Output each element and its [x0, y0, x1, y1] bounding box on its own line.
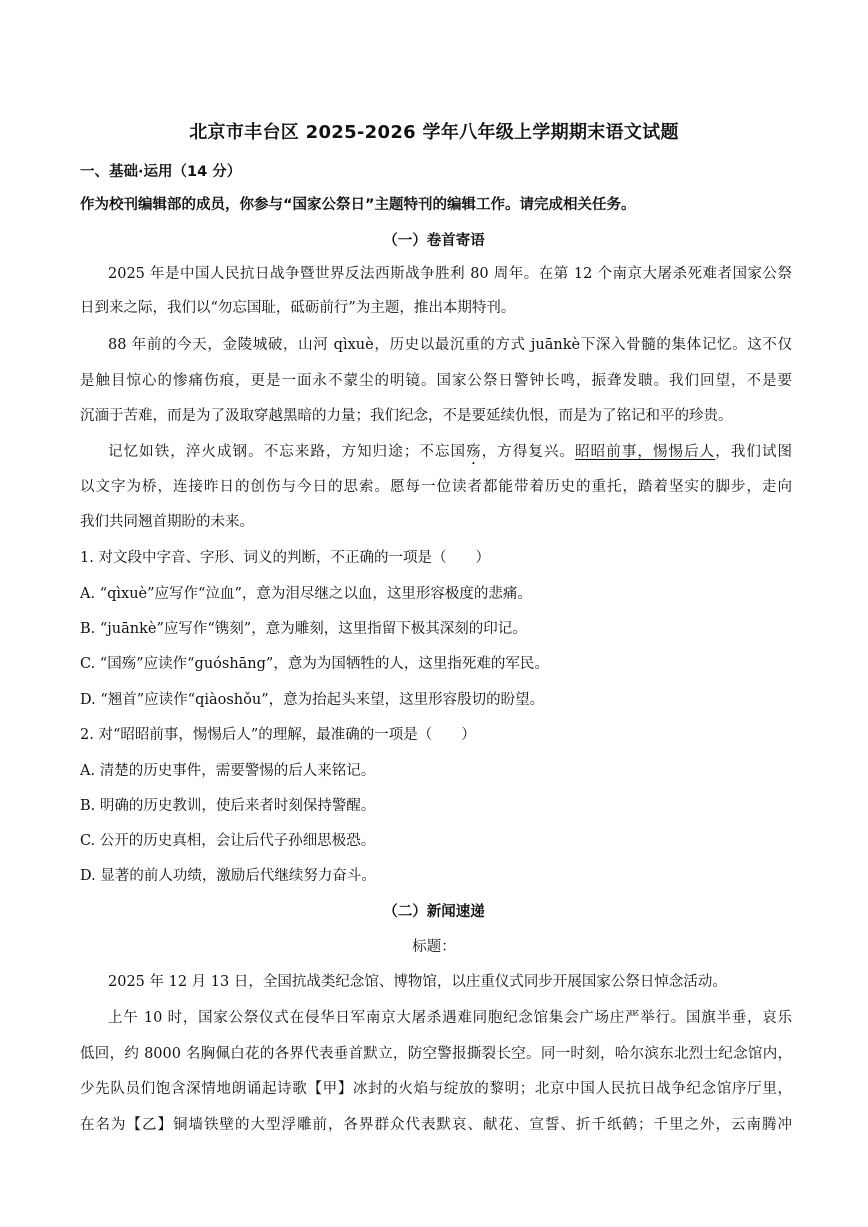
- text-run: ，方得复兴。: [481, 444, 576, 460]
- question-2-stem: 2. 对“昭昭前事，惕惕后人”的理解，最准确的一项是（ ）: [80, 727, 476, 743]
- underlined-phrase: 昭昭前事，惕惕后人: [575, 444, 716, 460]
- task-intro: 作为校刊编辑部的成员，你参与“国家公祭日”主题特刊的编辑工作。请完成相关任务。: [80, 197, 636, 213]
- question-2-option-d: D. 显著的前人功绩，激励后代继续努力奋斗。: [80, 868, 376, 884]
- emphasized-char: 殇: [466, 444, 482, 460]
- paragraph-line: 以文字为桥，连接昨日的创伤与今日的思索。愿每一位读者都能带着历史的重托，踏着坚实的脚步，走向: [80, 479, 792, 495]
- paragraph-line: 低回，约 8000 名胸佩白花的各界代表垂首默立，防空警报撕裂长空。同一时刻，哈尔滨东北烈士纪念馆内，: [80, 1046, 792, 1062]
- question-1-option-c: C. “国殇”应读作“guóshāng”，意为为国牺牲的人，这里指死难的军民。: [80, 656, 549, 672]
- section-heading: 一、基础·运用（14 分）: [80, 164, 242, 180]
- text-run: 记忆如铁，淬火成钢。不忘来路，方知归途；不忘国: [108, 444, 467, 460]
- paragraph-line: 2025 年是中国人民抗日战争暨世界反法西斯战争胜利 80 周年。在第 12 个南京大屠杀死难者国家公祭: [108, 266, 792, 282]
- paragraph-line: 在名为【乙】铜墙铁壁的大型浮雕前，各界群众代表默哀、献花、宣誓、折千纸鹤；千里之外，云南腾冲: [80, 1117, 792, 1133]
- page-title: 北京市丰台区 2025-2026 学年八年级上学期期末语文试题: [189, 122, 679, 143]
- paragraph-line: 少先队员们饱含深情地朗诵起诗歌【甲】冰封的火焰与绽放的黎明；北京中国人民抗日战争纪念馆序厅里，: [80, 1081, 792, 1097]
- question-1-stem: 1. 对文段中字音、字形、词义的判断，不正确的一项是（ ）: [80, 550, 490, 566]
- question-1-option-b: B. “juānkè”应写作“镌刻”，意为雕刻，这里指留下极其深刻的印记。: [80, 621, 527, 637]
- paragraph-line: 2025 年 12 月 13 日，全国抗战类纪念馆、博物馆，以庄重仪式同步开展国家公祭日悼念活动。: [108, 974, 727, 990]
- question-2-option-c: C. 公开的历史真相，会让后代子孙细思极恐。: [80, 833, 376, 849]
- question-1-option-d: D. “翘首”应读作“qiàoshǒu”，意为抬起头来望，这里形容殷切的盼望。: [80, 692, 545, 708]
- question-1-option-a: A. “qìxuè”应写作“泣血”，意为泪尽继之以血，这里形容极度的悲痛。: [80, 586, 532, 602]
- question-2-option-a: A. 清楚的历史事件，需要警惕的后人来铭记。: [80, 763, 376, 779]
- text-run: ，我们试图: [715, 444, 793, 460]
- paragraph-line: 是触目惊心的惨痛伤痕，更是一面永不蒙尘的明镜。国家公祭日警钟长鸣，振聋发聩。我们回望，不是要: [80, 373, 792, 389]
- paragraph-line: 我们共同翘首期盼的未来。: [80, 514, 254, 530]
- paragraph-line: 沉湎于苦难，而是为了汲取穿越黑暗的力量；我们纪念，不是要延续仇恨，而是为了铭记和平的珍贵。: [80, 408, 733, 424]
- paragraph-line: [108, 440, 792, 468]
- question-2-option-b: B. 明确的历史教训，使后来者时刻保持警醒。: [80, 798, 376, 814]
- paragraph-line: 上午 10 时，国家公祭仪式在侵华日军南京大屠杀遇难同胞纪念馆集会广场庄严举行。国旗半垂，哀乐: [108, 1010, 792, 1026]
- paragraph-line: 日到来之际，我们以“勿忘国耻，砥砺前行”为主题，推出本期特刊。: [80, 300, 516, 316]
- paragraph-line: 88 年前的今天，金陵城破，山河 qìxuè，历史以最沉重的方式 juānkè下深入骨髓的集体记忆。这不仅: [108, 337, 792, 353]
- news-title-label: 标题：: [412, 939, 456, 955]
- part1-heading: （一）卷首寄语: [383, 233, 485, 249]
- part2-heading: （二）新闻速递: [383, 904, 485, 920]
